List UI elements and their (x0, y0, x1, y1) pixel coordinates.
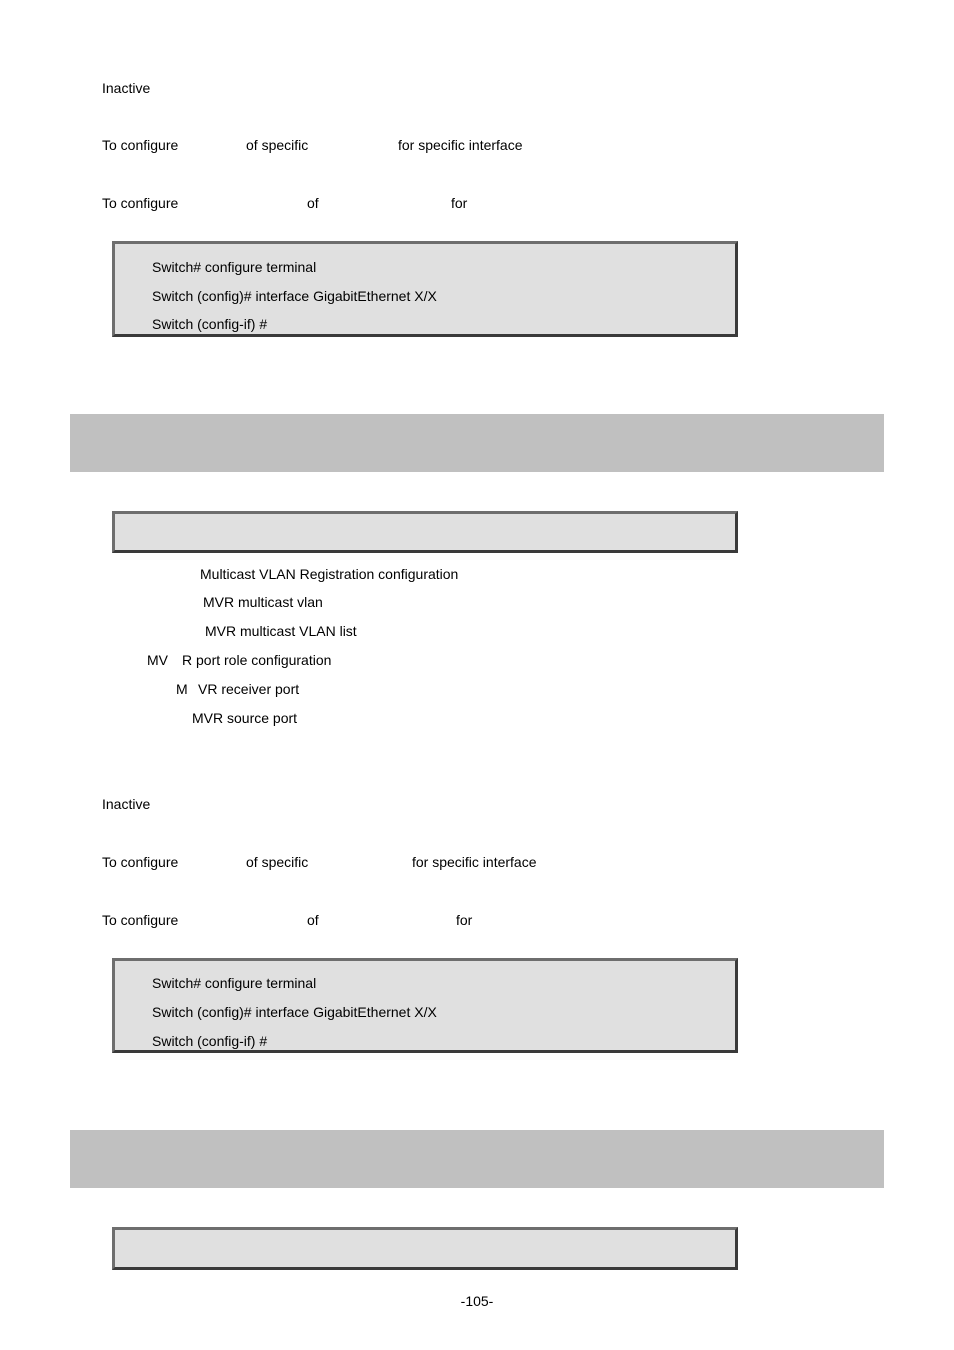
mode-text-part2: of specific (246, 137, 309, 153)
mode-text-part1: To configure (102, 137, 179, 153)
parameter-description: R port role configuration (182, 652, 332, 668)
mode-text-part1: To configure (102, 854, 179, 870)
usage-text-part3: for (451, 195, 468, 211)
section-heading-bar (70, 414, 884, 472)
usage-text-part3: for (456, 912, 473, 928)
parameter-description: MVR multicast vlan (203, 594, 323, 610)
example-line-1: Switch# configure terminal (152, 259, 317, 275)
section-heading-bar (70, 1130, 884, 1188)
usage-text-part2: of (307, 912, 319, 928)
parameter-description: Multicast VLAN Registration configuration (200, 566, 459, 582)
parameter-description: VR receiver port (198, 681, 300, 697)
usage-text-part1: To configure (102, 195, 179, 211)
example-command-box (112, 241, 738, 337)
mode-text-part2: of specific (246, 854, 309, 870)
command-syntax-box (112, 1227, 738, 1270)
usage-text-part1: To configure (102, 912, 179, 928)
parameter-description-fragment: M (176, 681, 188, 697)
example-line-3: Switch (config-if) # (152, 316, 268, 332)
mode-text-part3: for specific interface (398, 137, 523, 153)
example-command-box (112, 958, 738, 1053)
default-value-text: Inactive (102, 796, 151, 812)
usage-text-part2: of (307, 195, 319, 211)
parameter-description: MVR multicast VLAN list (205, 623, 357, 639)
parameter-description: MVR source port (192, 710, 298, 726)
mode-text-part3: for specific interface (412, 854, 537, 870)
example-line-1: Switch# configure terminal (152, 975, 317, 991)
example-line-2: Switch (config)# interface GigabitEthernet X/X (152, 1004, 437, 1020)
page-number: -105- (460, 1293, 494, 1309)
example-line-2: Switch (config)# interface GigabitEthernet X/X (152, 288, 437, 304)
example-line-3: Switch (config-if) # (152, 1033, 268, 1049)
command-syntax-box (112, 511, 738, 553)
default-value-text: Inactive (102, 80, 151, 96)
parameter-description-fragment: MV (147, 652, 168, 668)
